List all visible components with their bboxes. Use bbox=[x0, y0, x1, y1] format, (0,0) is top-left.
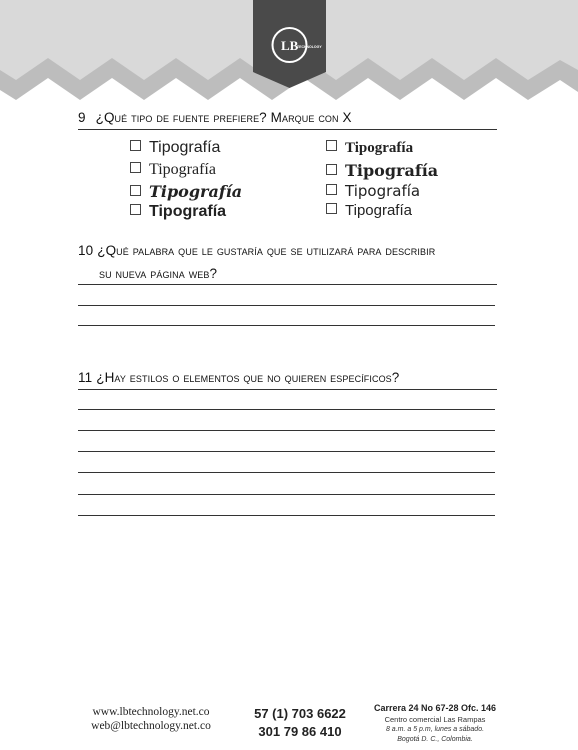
footer-phone-1: 57 (1) 703 6622 bbox=[254, 706, 346, 721]
question-10-title bbox=[78, 243, 435, 258]
footer-city: Bogotá D. C., Colombia. bbox=[397, 736, 473, 743]
question-11-title bbox=[78, 370, 399, 385]
font-option-label: Tipografía bbox=[345, 202, 412, 219]
checkbox-icon[interactable] bbox=[326, 184, 337, 195]
font-option-label: Tipografía bbox=[345, 182, 421, 200]
logo-initials: LB bbox=[281, 38, 299, 53]
logo-wordmark: TECHNOLOGY bbox=[297, 45, 322, 49]
question-11-rule bbox=[78, 389, 497, 390]
answer-line[interactable] bbox=[78, 472, 495, 473]
font-option-label: Tipografía bbox=[149, 161, 216, 178]
font-option-label: Tipografía bbox=[345, 140, 414, 156]
footer-phone-2: 301 79 86 410 bbox=[258, 724, 342, 739]
checkbox-icon[interactable] bbox=[326, 164, 337, 175]
font-option-label: Tipografía bbox=[149, 139, 221, 156]
footer-phones bbox=[240, 706, 360, 740]
answer-line[interactable] bbox=[78, 325, 495, 326]
answer-line[interactable] bbox=[78, 494, 495, 495]
footer-hours: 8 a.m. a 5 p.m, lunes a sábado. bbox=[385, 726, 485, 733]
question-10-line2: su nueva página web? bbox=[99, 266, 218, 281]
question-10-title-line2 bbox=[99, 266, 217, 281]
lb-technology-logo bbox=[253, 0, 326, 88]
font-option-2[interactable] bbox=[130, 161, 216, 179]
question-9-rule bbox=[78, 129, 497, 130]
checkbox-icon[interactable] bbox=[130, 140, 141, 151]
font-option-4[interactable] bbox=[130, 203, 226, 221]
question-11-number: 11 bbox=[78, 370, 93, 385]
footer-address-line: Carrera 24 No 67-28 Ofc. 146 bbox=[373, 703, 497, 713]
answer-line[interactable] bbox=[78, 305, 495, 306]
question-10-rule bbox=[78, 284, 497, 285]
font-option-1[interactable] bbox=[130, 139, 220, 157]
checkbox-icon[interactable] bbox=[326, 203, 337, 214]
answer-line[interactable] bbox=[78, 451, 495, 452]
font-option-5[interactable] bbox=[326, 140, 413, 157]
footer-address bbox=[366, 703, 504, 745]
checkbox-icon[interactable] bbox=[130, 185, 141, 196]
font-option-7[interactable] bbox=[326, 182, 420, 200]
font-option-label: Tipografía bbox=[345, 161, 439, 180]
checkbox-icon[interactable] bbox=[326, 140, 337, 151]
font-option-6[interactable] bbox=[326, 161, 438, 180]
font-option-label: Tipografía bbox=[149, 203, 227, 220]
question-9-title bbox=[78, 110, 352, 125]
answer-line[interactable] bbox=[78, 515, 495, 516]
question-10-number: 10 bbox=[78, 243, 94, 258]
answer-line[interactable] bbox=[78, 430, 495, 431]
question-11-text: ¿Hay estilos o elementos que no quieren específicos? bbox=[96, 370, 400, 385]
question-9-text: ¿Qué tipo de fuente prefiere? Marque con X bbox=[95, 110, 352, 125]
footer-place: Centro comercial Las Rampas bbox=[384, 715, 486, 724]
checkbox-icon[interactable] bbox=[130, 162, 141, 173]
answer-line[interactable] bbox=[78, 409, 495, 410]
font-option-label: Tipografía bbox=[149, 182, 243, 201]
footer-email[interactable]: web@lbtechnology.net.co bbox=[91, 720, 211, 732]
font-option-3[interactable] bbox=[130, 182, 242, 201]
footer-web-contact bbox=[80, 705, 222, 733]
question-9-number: 9 bbox=[78, 110, 86, 125]
question-10-line1: ¿Qué palabra que le gustaría que se utilizará para describir bbox=[97, 243, 436, 258]
font-option-8[interactable] bbox=[326, 202, 412, 219]
checkbox-icon[interactable] bbox=[130, 204, 141, 215]
footer-website[interactable]: www.lbtechnology.net.co bbox=[92, 706, 210, 718]
